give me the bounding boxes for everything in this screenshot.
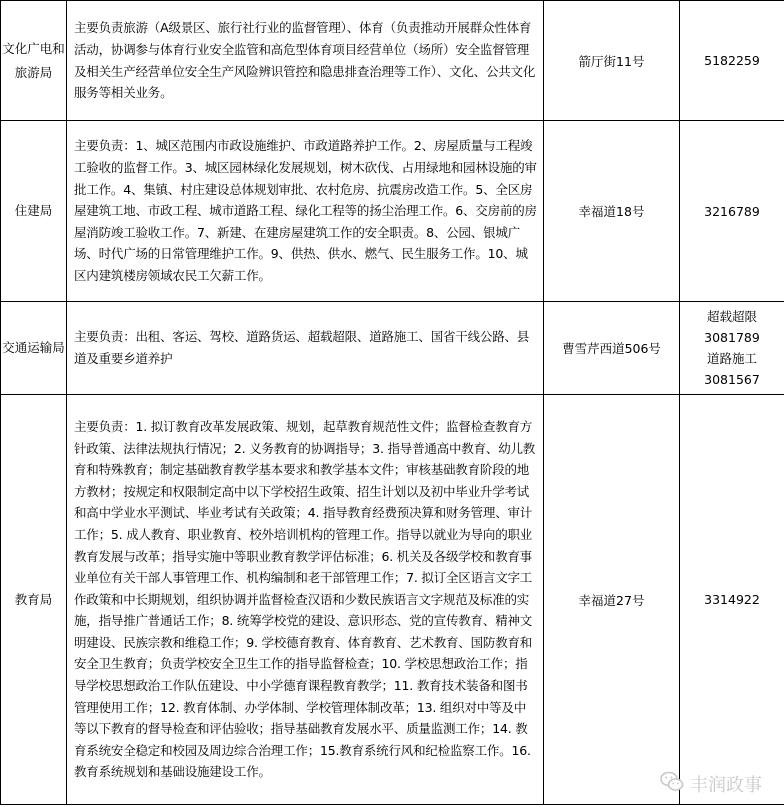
phone-text: 3081789: [704, 330, 760, 345]
address-cell: [544, 1, 680, 121]
dept-name: 交通运输局: [2, 340, 65, 355]
phone-text: 3216789: [704, 203, 760, 219]
address-cell: [544, 302, 680, 395]
dept-cell: [1, 121, 67, 302]
dept-name: 文化广电和旅游局: [2, 40, 65, 80]
phone-text: 3081567: [704, 372, 760, 387]
watermark: [660, 771, 762, 797]
dept-name: 教育局: [14, 591, 53, 607]
duty-text: 主要负责：出租、客运、驾校、道路货运、超载超限、道路施工、国省干线公路、县道及重要乡道养护: [74, 329, 530, 366]
table-row: [1, 302, 784, 395]
duty-text: 主要负责旅游（A级景区、旅行社行业的监督管理）、体育（负责推动开展群众性体育活动，协调参与体育行业安全监管和高危型体育项目经营单位（场所）安全监督管理及相关生产经营单位安全生产风险辨识管控和隐患排查治理等工作）、文化、公共文化服务等相关业务。: [74, 20, 536, 101]
wechat-icon: [660, 771, 684, 798]
address-cell: [544, 121, 680, 302]
dept-cell: [1, 1, 67, 121]
phone-label: 超载超限: [706, 309, 757, 324]
address-text: 幸福道27号: [578, 592, 645, 608]
table-row: [1, 1, 784, 121]
duty-cell: [67, 395, 544, 805]
duty-cell: [67, 1, 544, 121]
dept-cell: [1, 302, 67, 395]
table-row: [1, 395, 784, 805]
phone-cell: [680, 302, 784, 395]
dept-cell: [1, 395, 67, 805]
duty-text: 主要负责：1. 拟订教育改革发展政策、规划，起草教育规范性文件；监督检查教育方针政策、法律法规执行情况；2. 义务教育的协调指导；3. 指导普通高中教育、幼儿教育和特殊教育；制定基础教育教学基本要求和教学基本文件；审核基础教育阶段的地方教材；按规定和权限制定高中以下学校招生政策、招生计划以及初中毕业升学考试和高中学业水平测试、毕业考试有关政策；4. 指导教育经费预决算和财务管理、审计工作；5. 成人教育、职业教育、校外培训机构的管理工作。指导以就业为导向的职业教育发展与改革；指导实施中等职业教育教学评估标准；6. 机关及各级学校和教育事业单位有关干部人事管理工作、机构编制和老干部管理工作；7. 拟订全区语言文字工作政策和中长期规划，组织协调并监督检查汉语和少数民族语言文字规范及标准的实施，指导推广普通话工作；8. 统筹学校党的建设、意识形态、党的宣传教育、精神文明建设、民族宗教和维稳工作；9. 学校德育教育、体育教育、艺术教育、国防教育和安全卫生教育；负责学校安全卫生工作的指导监督检查；10. 学校思想政治工作；指导学校思想政治工作队伍建设、中小学德育课程教育教学；11. 教育技术装备和图书管理使用工作；12. 教育体制、办学体制、学校管理体制改革；13. 组织对中等及中等以下教育的督导检查和评估验收；指导基础教育发展水平、质量监测工作；14. 教育系统安全稳定和校园及周边综合治理工作；15.教育系统行风和纪检监察工作。16.教育系统规划和基础设施建设工作。: [74, 418, 536, 780]
phone-cell: [680, 1, 784, 121]
address-cell: [544, 395, 680, 805]
table-row: [1, 121, 784, 302]
dept-name: 住建局: [14, 203, 53, 218]
duty-cell: [67, 121, 544, 302]
phone-cell: [680, 121, 784, 302]
address-text: 曹雪芹西道506号: [562, 341, 661, 356]
phone-label: 道路施工: [706, 351, 757, 366]
phone-text: 5182259: [704, 53, 760, 68]
phone-text: 3314922: [704, 592, 760, 607]
address-text: 箭厅街11号: [578, 53, 645, 69]
watermark-text: 丰润政事: [690, 775, 762, 796]
duty-cell: [67, 302, 544, 395]
address-text: 幸福道18号: [578, 204, 645, 219]
phone-cell: [680, 395, 784, 805]
duty-text: 主要负责：1、城区范围内市政设施维护、市政道路养护工作。2、房屋质量与工程竣工验收的监督工作。3、城区园林绿化发展规划，树木砍伐、占用绿地和园林设施的审批工作。4、集镇、村庄建设总体规划审批、农村危房、抗震房改造工作。5、全区房屋建筑工地、市政工程、城市道路工程、绿化工程等的扬尘治理工作。6、交房前的房屋消防竣工验收工作。7、新建、在建房屋建筑工作的安全职责。8、公园、银城广场、时代广场的日常管理维护工作。9、供热、供水、燃气、民生服务工作。10、城区内建筑楼房领域农民工欠薪工作。: [74, 138, 537, 283]
